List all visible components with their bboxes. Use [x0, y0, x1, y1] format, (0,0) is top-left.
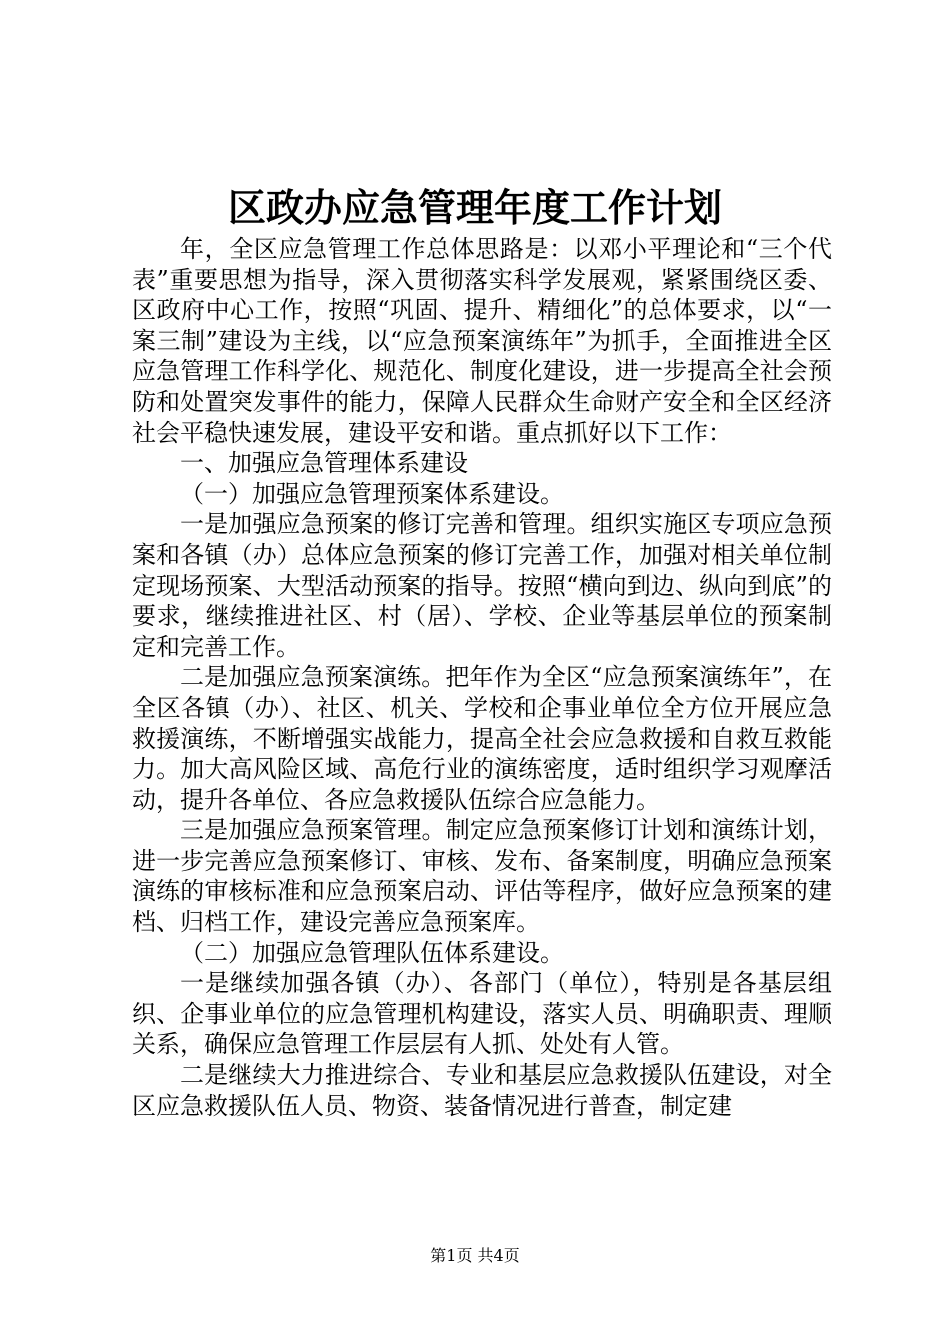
section-heading-1: 一、加强应急管理体系建设	[180, 449, 468, 478]
document-title: 区政办应急管理年度工作计划	[227, 185, 722, 230]
paragraph-intro: 年，全区应急管理工作总体思路是：以邓小平理论和“三个代表”重要思想为指导，深入贯彻落实科学发展观，紧紧围绕区委、区政府中心工作，按照“巩固、提升、精细化”的总体要求，以“一案三制”建设为主线，以“应急预案演练年”为抓手，全面推进全区应急管理工作科学化、规范化、制度化建设，进一步提高全社会预防和处置突发事件的能力，保障人民群众生命财产安全和全区经济社会平稳快速发展，建设平安和谐。重点抓好以下工作：	[132, 235, 832, 447]
page-footer: 第1页 共4页	[430, 1246, 520, 1265]
paragraph-item-3: 三是加强应急预案管理。制定应急预案修订计划和演练计划，进一步完善应急预案修订、审核、发布、备案制度，明确应急预案演练的审核标准和应急预案启动、评估等程序，做好应急预案的建档、归档工作，建设完善应急预案库。	[132, 816, 832, 937]
document-body	[132, 234, 832, 1121]
paragraph-item-5: 二是继续大力推进综合、专业和基层应急救援队伍建设，对全区应急救援队伍人员、物资、装备情况进行普查，制定建	[132, 1061, 832, 1120]
subsection-heading-2: （二）加强应急管理队伍体系建设。	[180, 938, 564, 967]
paragraph-item-1: 一是加强应急预案的修订完善和管理。组织实施区专项应急预案和各镇（办）总体应急预案的修订完善工作，加强对相关单位制定现场预案、大型活动预案的指导。按照“横向到边、纵向到底”的要求，继续推进社区、村（居）、学校、企业等基层单位的预案制定和完善工作。	[132, 510, 832, 661]
paragraph-item-2: 二是加强应急预案演练。把年作为全区“应急预案演练年”，在全区各镇（办）、社区、机关、学校和企事业单位全方位开展应急救援演练，不断增强实战能力，提高全社会应急救援和自救互救能力。加大高风险区域、高危行业的演练密度，适时组织学习观摩活动，提升各单位、各应急救援队伍综合应急能力。	[132, 663, 832, 814]
subsection-heading-1: （一）加强应急管理预案体系建设。	[180, 479, 564, 508]
paragraph-item-4: 一是继续加强各镇（办）、各部门（单位），特别是各基层组织、企事业单位的应急管理机构建设，落实人员、明确职责、理顺关系，确保应急管理工作层层有人抓、处处有人管。	[132, 969, 832, 1059]
